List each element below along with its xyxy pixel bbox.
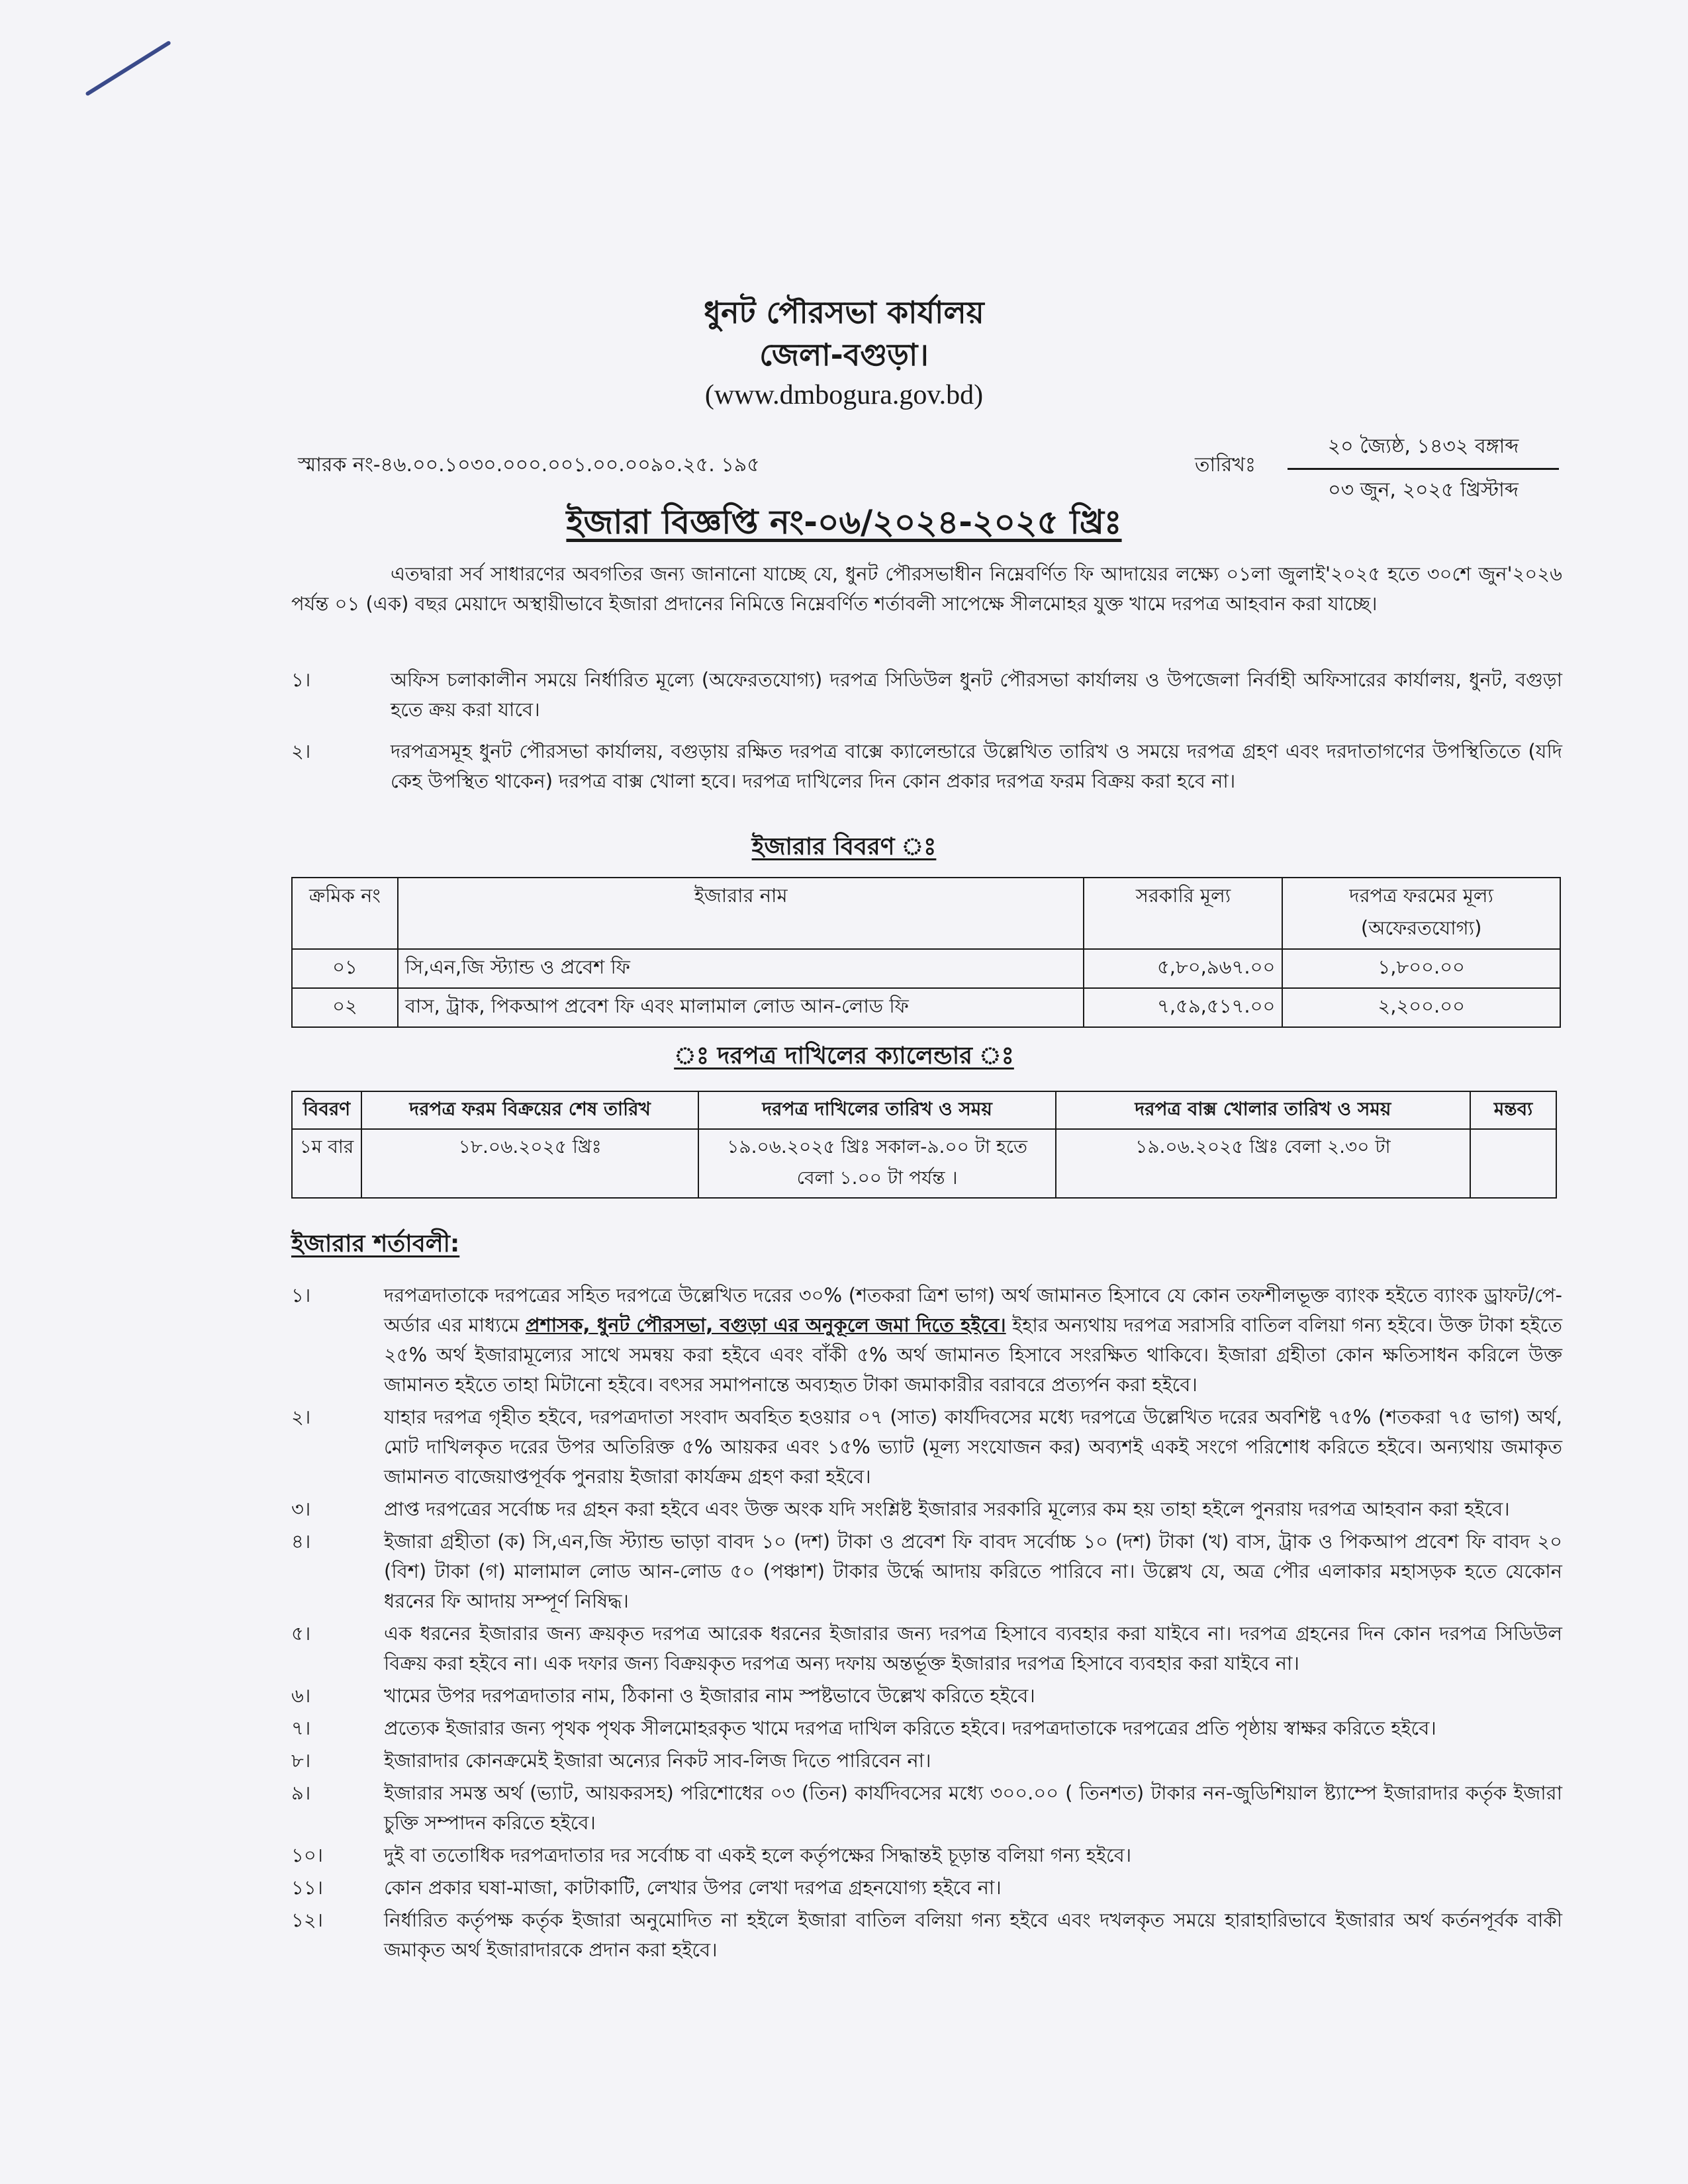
col-header-opening: দরপত্র বাক্স খোলার তারিখ ও সময় [1056,1091,1470,1129]
col-header-govt-price: সরকারি মূল্য [1084,878,1282,949]
date-label: তারিখঃ [1195,453,1256,477]
item-number: ৮। [291,1749,311,1772]
pen-mark [85,40,171,97]
date-english: ০৩ জুন, ২০২৫ খ্রিস্টাব্দ [1328,478,1519,502]
cell-last-sale: ১৮.০৬.২০২৫ খ্রিঃ [361,1129,698,1198]
cell-serial: ০২ [292,988,398,1027]
item-number: ২। [291,1406,311,1428]
cell-form-price: ২,২০০.০০ [1282,988,1560,1027]
item-text: অফিস চলাকালীন সময়ে নির্ধারিত মূল্যে (অফেরতযোগ্য) দরপত্র সিডিউল ধুনট পৌরসভা কার্যালয় ও উপজেলা নির্বাহী অফিসারের কার্যালয়, ধুনট, বগুড়া হতে ক্রয় করা যাবে। [391,668,1562,721]
list-item [291,737,1562,796]
item-text: দরপত্রদাতাকে দরপত্রের সহিত দরপত্রে উল্লেখিত দরের ৩০% (শতকরা ত্রিশ ভাগ) অর্থ জামানত হিসাবে যে কোন তফশীলভূক্ত ব্যাংক হইতে ব্যাংক ড্রাফট/পে-অর্ডার এর মাধ্যমে [384,1284,1562,1336]
item-text: খামের উপর দরপত্রদাতার নাম, ঠিকানা ও ইজারার নাম স্পষ্টভাবে উল্লেখ করিতে হইবে। [384,1684,1035,1707]
list-item [291,1527,1562,1616]
top-items-list [291,665,1562,796]
item-number: ২। [291,740,311,762]
item-text: প্রাপ্ত দরপত্রের সর্বোচ্চ দর গ্রহন করা হইবে এবং উক্ত অংক যদি সংশ্লিষ্ট ইজারার সরকারি মূল্যের কম হয় তাহা হইলে পুনরায় দরপত্র আহবান করা হইবে। [384,1498,1510,1520]
list-item [291,1841,1562,1870]
item-text: দরপত্রসমূহ ধুনট পৌরসভা কার্যালয়, বগুড়ায় রক্ষিত দরপত্র বাক্সে ক্যালেন্ডারে উল্লেখিত তারিখ ও সময়ে দরপত্র গ্রহণ এবং দরদাতাগণের উপস্থিতিতে (যদি কেহ উপস্থিত থাকেন) দরপত্র বাক্স খোলা হবে। দরপত্র দাখিলের দিন কোন প্রকার দরপত্র ফরম বিক্রয় করা হবে না। [391,740,1562,792]
item-emphasis: প্রশাসক, ধুনট পৌরসভা, বগুড়া এর অনুকূলে জমা দিতে হইবে। [525,1314,1006,1336]
cell-lease-name: সি,এন,জি স্ট্যান্ড ও প্রবেশ ফি [398,949,1084,988]
col-header-remarks: মন্তব্য [1470,1091,1556,1129]
office-name: ধুনট পৌরসভা কার্যালয় [704,295,984,330]
item-number: ৬। [291,1684,311,1707]
col-header-submission: দরপত্র দাখিলের তারিখ ও সময় [698,1091,1055,1129]
table-row [292,988,1560,1027]
list-item [291,1905,1562,1965]
item-text: ইজারার সমস্ত অর্থ (ভ্যাট, আয়করসহ) পরিশোধের ০৩ (তিন) কার্যদিবসের মধ্যে ৩০০.০০ ( তিনশত) টাকার নন-জুডিশিয়াল ষ্ট্যাম্পে ইজারাদার কর্তৃক ইজারা চুক্তি সম্পাদন করিতে হইবে। [384,1782,1562,1834]
col-header-serial: ক্রমিক নং [292,878,398,949]
list-item [291,1402,1562,1492]
list-item [291,1494,1562,1524]
item-text: কোন প্রকার ঘষা-মাজা, কাটাকাটি, লেখার উপর লেখা দরপত্র গ্রহনযোগ্য হইবে না। [384,1876,1002,1899]
calendar-heading: ঃ দরপত্র দাখিলের ক্যালেন্ডার ঃ [674,1042,1014,1069]
terms-heading: ইজারার শর্তাবলী: [291,1230,460,1257]
table-row [292,1129,1556,1198]
item-text: এক ধরনের ইজারার জন্য ক্রয়কৃত দরপত্র আরেক ধরনের ইজারার জন্য দরপত্র হিসাবে ব্যবহার করা যাইবে না। দরপত্র গ্রহনের দিন কোন দরপত্র সিডিউল বিক্রয় করা হইবে না। এক দফার জন্য বিক্রয়কৃত দরপত্র অন্য দফায় অন্তর্ভূক্ত ইজারার দরপত্র হিসাবে ব্যবহার করা যাইবে না। [384,1622,1562,1674]
table-row [292,949,1560,988]
date-block [1288,430,1559,508]
item-number: ১২। [291,1909,324,1931]
item-number: ৫। [291,1622,311,1645]
cell-submission: ১৯.০৬.২০২৫ খ্রিঃ সকাল-৯.০০ টা হতে বেলা ১.০০ টা পর্যন্ত । [698,1129,1055,1198]
cell-lease-name: বাস, ট্রাক, পিকআপ প্রবেশ ফি এবং মালামাল লোড আন-লোড ফি [398,988,1084,1027]
item-number: ৭। [291,1717,311,1739]
cell-desc: ১ম বার [292,1129,361,1198]
col-header-lease-name: ইজারার নাম [398,878,1084,949]
list-item [291,1778,1562,1838]
item-number: ৪। [291,1530,311,1553]
item-number: ১। [291,668,311,691]
website-link[interactable]: (www.dmbogura.gov.bd) [704,380,984,410]
item-number: ৩। [291,1498,311,1520]
list-item [291,1746,1562,1776]
item-text: প্রত্যেক ইজারার জন্য পৃথক পৃথক সীলমোহরকৃত খামে দরপত্র দাখিল করিতে হইবে। দরপত্রদাতাকে দরপত্রের প্রতি পৃষ্ঠায় স্বাক্ষর করিতে হইবে। [384,1717,1436,1739]
table-header-row [292,1091,1556,1129]
item-text: ইজারা গ্রহীতা (ক) সি,এন,জি স্ট্যান্ড ভাড়া বাবদ ১০ (দশ) টাকা ও প্রবেশ ফি বাবদ সর্বোচ্চ ১০ (দশ) টাকা (খ) বাস, ট্রাক ও পিকআপ প্রবেশ ফি বাবদ ২০ (বিশ) টাকা (গ) মালামাল লোড আন-লোড ৫০ (পঞ্চাশ) টাকার উর্দ্ধে আদায় করিতে পারিবে না। উল্লেখ যে, অত্র পৌর এলাকার মহাসড়ক হতে যেকোন ধরনের ফি আদায় সম্পূর্ণ নিষিদ্ধ। [384,1530,1562,1612]
cell-serial: ০১ [292,949,398,988]
item-text: যাহার দরপত্র গৃহীত হইবে, দরপত্রদাতা সংবাদ অবহিত হওয়ার ০৭ (সাত) কার্যদিবসের মধ্যে দরপত্রে উল্লেখিত দরের অবশিষ্ট ৭৫% (শতকরা ৭৫ ভাগ) অর্থ, মোট দাখিলকৃত দরের উপর অতিরিক্ত ৫% আয়কর এবং ১৫% ভ্যাট (মূল্য সংযোজন কর) অব্যশই একই সংগে পরিশোধ করিতে হইবে। অন্যথায় জমাকৃত জামানত বাজেয়াপ্তপূর্বক পুনরায় ইজারা কার্যক্রম গ্রহণ করা হইবে। [384,1406,1562,1488]
cell-govt-price: ৫,৮০,৯৬৭.০০ [1084,949,1282,988]
memo-number: স্মারক নং-৪৬.০০.১০৩০.০০০.০০১.০০.০০৯০.২৫. ১৯৫ [298,453,760,477]
cell-opening: ১৯.০৬.২০২৫ খ্রিঃ বেলা ২.৩০ টা [1056,1129,1470,1198]
terms-list [291,1281,1562,1965]
list-item [291,1873,1562,1903]
col-header-desc: বিবরণ [292,1091,361,1129]
item-text: নির্ধারিত কর্তৃপক্ষ কর্তৃক ইজারা অনুমোদিত না হইলে ইজারা বাতিল বলিয়া গন্য হইবে এবং দখলকৃত সময়ে হারাহারিভাবে ইজারার অর্থ কর্তনপূর্বক বাকী জমাকৃত অর্থ ইজারাদারকে প্রদান করা হইবে। [384,1909,1562,1961]
calendar-table [291,1091,1557,1199]
letterhead [0,291,1688,414]
table-header-row [292,878,1560,949]
district-name: জেলা-বগুড়া। [759,337,929,373]
lease-heading: ইজারার বিবরণ ঃ [751,833,937,860]
list-item [291,1281,1562,1400]
item-number: ৯। [291,1782,311,1804]
item-number: ১। [291,1284,311,1306]
list-item [291,1713,1562,1743]
col-header-form-price: দরপত্র ফরমের মূল্য (অফেরতযোগ্য) [1282,878,1560,949]
item-text: ইজারাদার কোনক্রমেই ইজারা অন্যের নিকট সাব-লিজ দিতে পারিবেন না। [384,1749,931,1772]
item-text: ইহার অন্যথায় দরপত্র সরাসরি বাতিল বলিয়া গন্য হইবে। উক্ত টাকা হইতে ২৫% অর্থ ইজারামূল্যের সাথে সমন্বয় করা হইবে এবং বাঁকী ৫% অর্থ জামানত হিসাবে সংরক্ষিত থাকিবে। ইজারা গ্রহীতা কোন ক্ষতিসাধন করিলে উক্ত জামানত হইতে তাহা মিটানো হইবে। বৎসর সমাপনান্তে অব্যহৃত টাকা জমাকারীর বরাবরে প্রত্যর্পন করা হইবে। [384,1314,1563,1396]
list-item [291,1619,1562,1678]
item-number: ১১। [291,1876,324,1899]
col-header-last-sale: দরপত্র ফরম বিক্রয়ের শেষ তারিখ [361,1091,698,1129]
intro-paragraph: এতদ্বারা সর্ব সাধারণের অবগতির জন্য জানানো যাচ্ছে যে, ধুনট পৌরসভাধীন নিম্নেবর্ণিত ফি আদায়ের লক্ষ্যে ০১লা জুলাই'২০২৫ হতে ৩০শে জুন'২০২৬ পর্যন্ত ০১ (এক) বছর মেয়াদে অস্থায়ীভাবে ইজারা প্রদানের নিমিত্তে নিম্নেবর্ণিত শর্তাবলী সাপেক্ষে সীলমোহর যুক্ত খামে দরপত্র আহবান করা যাচ্ছে। [291,563,1562,615]
cell-govt-price: ৭,৫৯,৫১৭.০০ [1084,988,1282,1027]
list-item [291,1681,1562,1711]
item-number: ১০। [291,1844,324,1866]
list-item [291,665,1562,725]
cell-form-price: ১,৮০০.০০ [1282,949,1560,988]
lease-table [291,877,1561,1028]
item-text: দুই বা ততোধিক দরপত্রদাতার দর সর্বোচ্চ বা একই হলে কর্তৃপক্ষের সিদ্ধান্তই চূড়ান্ত বলিয়া গন্য হইবে। [384,1844,1132,1866]
cell-remarks [1470,1129,1556,1198]
notice-title: ইজারা বিজ্ঞপ্তি নং-০৬/২০২৪-২০২৫ খ্রিঃ [566,503,1122,541]
date-bangla: ২০ জ্যৈষ্ঠ, ১৪৩২ বঙ্গাব্দ [1288,430,1559,470]
